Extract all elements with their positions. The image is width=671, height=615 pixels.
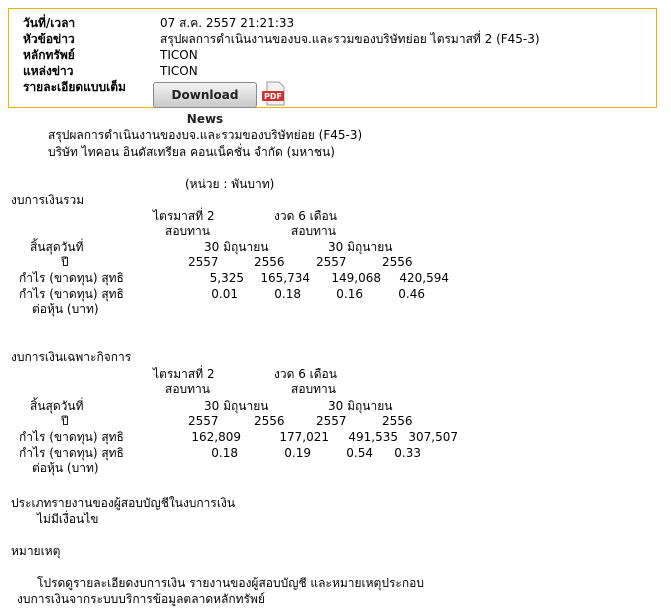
value-cell: 5,325 (209, 271, 244, 285)
info-label: วันที่/เวลา (23, 16, 76, 30)
end-date-1: 30 มิถุนายน (204, 240, 269, 254)
info-label: หลักทรัพย์ (23, 48, 75, 62)
eps-label: กำไร (ขาดทุน) สุทธิ (19, 446, 124, 460)
end-date-2: 30 มิถุนายน (328, 240, 393, 254)
year-cell: 2557 (316, 255, 347, 269)
year-cell: 2556 (382, 414, 413, 428)
year-cell: 2557 (188, 414, 219, 428)
col-header-reviewed: สอบทาน (165, 382, 210, 396)
info-label: หัวข้อข่าว (23, 32, 75, 46)
net-profit-label: กำไร (ขาดทุน) สุทธิ (19, 271, 124, 285)
pdf-icon[interactable] (262, 81, 288, 107)
value-cell: 0.33 (394, 446, 421, 460)
year-cell: 2557 (316, 414, 347, 428)
value-cell: 0.46 (398, 287, 425, 301)
info-value: 07 ส.ค. 2557 21:21:33 (160, 16, 295, 30)
info-label: แหล่งข่าว (23, 64, 74, 78)
col-header-6months: งวด 6 เดือน (274, 367, 337, 381)
section-title: งบการเงินรวม (11, 193, 85, 207)
col-header-reviewed: สอบทาน (291, 382, 336, 396)
company-name: บริษัท ไทคอน อินดัสเทรียล คอนเน็คชั่น จำกัด (มหาชน) (48, 145, 335, 159)
info-value: TICON (160, 64, 198, 78)
value-cell: 0.19 (284, 446, 311, 460)
value-cell: 0.16 (336, 287, 363, 301)
end-date-label: สิ้นสุดวันที่ (30, 240, 84, 254)
col-header-6months: งวด 6 เดือน (274, 209, 337, 223)
report-title: สรุปผลการดำเนินงานของบจ.และรวมของบริษัทย่อย (F45-3) (48, 128, 363, 142)
year-cell: 2556 (254, 414, 285, 428)
unit-label: (หน่วย : พันบาท) (185, 177, 275, 191)
year-label: ปี (61, 255, 69, 269)
note-line: โปรดดูรายละเอียดงบการเงิน รายงานของผู้สอบบัญชี และหมายเหตุประกอบ (37, 576, 424, 590)
value-cell: 491,535 (348, 430, 398, 444)
eps-label-unit: ต่อหุ้น (บาท) (32, 302, 99, 316)
col-header-reviewed: สอบทาน (165, 224, 210, 238)
net-profit-label: กำไร (ขาดทุน) สุทธิ (19, 430, 124, 444)
value-cell: 165,734 (260, 271, 310, 285)
info-value: TICON (160, 48, 198, 62)
audit-report-type-label: ประเภทรายงานของผู้สอบบัญชีในงบการเงิน (11, 496, 236, 510)
note-title: หมายเหตุ (11, 544, 61, 558)
year-cell: 2557 (188, 255, 219, 269)
value-cell: 420,594 (399, 271, 449, 285)
info-value: สรุปผลการดำเนินงานของบจ.และรวมของบริษัทย่อย ไตรมาสที่ 2 (F45-3) (160, 32, 540, 46)
col-header-quarter: ไตรมาสที่ 2 (153, 209, 215, 223)
value-cell: 307,507 (408, 430, 458, 444)
year-cell: 2556 (254, 255, 285, 269)
value-cell: 0.18 (211, 446, 238, 460)
download-news-button[interactable]: Download News (153, 82, 257, 108)
pdf-icon-label: PDF (264, 92, 282, 101)
value-cell: 0.01 (211, 287, 238, 301)
value-cell: 162,809 (191, 430, 241, 444)
news-info-box (8, 8, 657, 108)
eps-label: กำไร (ขาดทุน) สุทธิ (19, 287, 124, 301)
end-date-label: สิ้นสุดวันที่ (30, 399, 84, 413)
value-cell: 149,068 (331, 271, 381, 285)
end-date-2: 30 มิถุนายน (328, 399, 393, 413)
value-cell: 177,021 (279, 430, 329, 444)
year-cell: 2556 (382, 255, 413, 269)
col-header-reviewed: สอบทาน (291, 224, 336, 238)
col-header-quarter: ไตรมาสที่ 2 (153, 367, 215, 381)
end-date-1: 30 มิถุนายน (204, 399, 269, 413)
year-label: ปี (61, 414, 69, 428)
section-title: งบการเงินเฉพาะกิจการ (11, 350, 132, 364)
eps-label-unit: ต่อหุ้น (บาท) (32, 461, 99, 475)
value-cell: 0.18 (274, 287, 301, 301)
audit-report-type-value: ไม่มีเงื่อนไข (37, 512, 99, 526)
value-cell: 0.54 (346, 446, 373, 460)
info-label: รายละเอียดแบบเต็ม (23, 80, 126, 94)
note-line: งบการเงินจากระบบบริการข้อมูลตลาดหลักทรัพย์ (17, 592, 265, 606)
